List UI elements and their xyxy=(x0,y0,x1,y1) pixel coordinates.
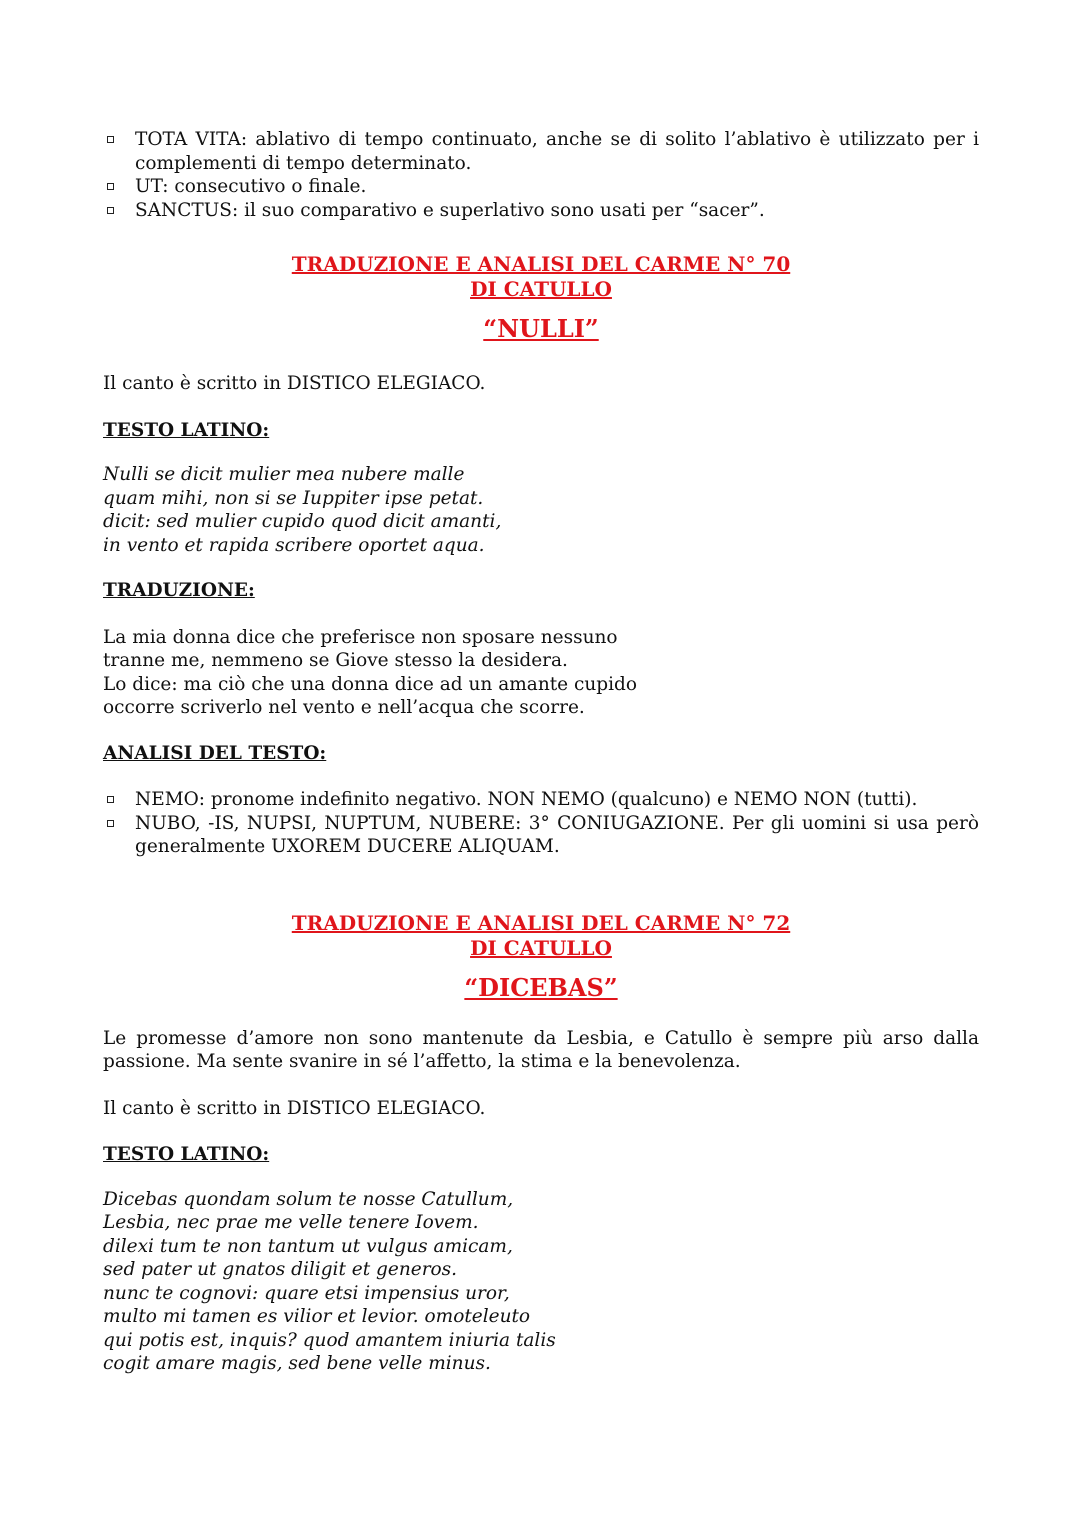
verse-line: in vento et rapida scribere oportet aqua. xyxy=(103,534,485,556)
carme72-subtitle: “DICEBAS” xyxy=(464,972,618,1002)
carme72-title xyxy=(103,911,979,961)
carme72-latin-heading: TESTO LATINO: xyxy=(103,1144,270,1165)
checkbox-bullet-icon xyxy=(107,207,114,214)
carme70-title-line2: DI CATULLO xyxy=(470,277,612,301)
verse-line: qui potis est, inquis? quod amantem iniuria talis xyxy=(103,1329,556,1351)
carme70-analysis-list xyxy=(103,788,979,859)
carme70-subtitle: “NULLI” xyxy=(483,314,599,343)
verse-line: dicit: sed mulier cupido quod dicit amanti, xyxy=(103,511,502,532)
carme72-meter: Il canto è scritto in DISTICO ELEGIACO. xyxy=(103,1097,486,1119)
list-item: UT: consecutivo o finale. xyxy=(103,175,979,199)
list-item: TOTA VITA: ablativo di tempo continuato, anche se di solito l’ablativo è utilizzato per i complementi di tempo determinato. xyxy=(103,128,979,175)
carme70-translation-text xyxy=(103,626,979,720)
carme70-translation-heading: TRADUZIONE: xyxy=(103,580,255,601)
verse-line: nunc te cognovi: quare etsi impensius uror, xyxy=(103,1282,510,1304)
checkbox-bullet-icon xyxy=(107,183,114,190)
carme72-latin-text xyxy=(103,1188,979,1376)
verse-line: dilexi tum te non tantum ut vulgus amicam, xyxy=(103,1235,513,1257)
translation-line: tranne me, nemmeno se Giove stesso la desidera. xyxy=(103,650,568,671)
verse-line: multo mi tamen es vilior et levior. omoteleuto xyxy=(103,1306,531,1327)
translation-line: occorre scriverlo nel vento e nell’acqua che scorre. xyxy=(103,697,585,718)
carme70-meter: Il canto è scritto in DISTICO ELEGIACO. xyxy=(103,373,486,394)
carme72-title-line2: DI CATULLO xyxy=(470,935,612,960)
checkbox-bullet-icon xyxy=(107,796,114,803)
list-item: NEMO: pronome indefinito negativo. NON NEMO (qualcuno) e NEMO NON (tutti). xyxy=(103,788,979,812)
verse-line: Lesbia, nec prae me velle tenere Iovem. xyxy=(103,1212,479,1233)
carme70-analysis-heading: ANALISI DEL TESTO: xyxy=(103,742,327,764)
verse-line: sed pater ut gnatos diligit et generos. xyxy=(103,1259,458,1280)
translation-line: La mia donna dice che preferisce non sposare nessuno xyxy=(103,626,618,648)
verse-line: Nulli se dicit mulier mea nubere malle xyxy=(103,464,465,485)
carme70-latin-text xyxy=(103,463,979,557)
intro-bullet-list xyxy=(103,128,979,222)
carme70-latin-heading: TESTO LATINO: xyxy=(103,419,270,441)
carme70-title xyxy=(103,252,979,302)
verse-line: quam mihi, non si se Iuppiter ipse petat. xyxy=(103,487,484,509)
document-content xyxy=(103,128,979,1376)
verse-line: cogit amare magis, sed bene velle minus. xyxy=(103,1353,491,1374)
list-item: SANCTUS: il suo comparativo e superlativo sono usati per “sacer”. xyxy=(103,199,979,223)
carme70-title-line1: TRADUZIONE E ANALISI DEL CARME N° 70 xyxy=(291,252,791,276)
carme72-intro: Le promesse d’amore non sono mantenute da Lesbia, e Catullo è sempre più arso dalla passione. Ma sente svanire in sé l’affetto, la stima e la benevolenza. xyxy=(103,1027,979,1072)
carme72-title-line1: TRADUZIONE E ANALISI DEL CARME N° 72 xyxy=(291,910,791,935)
verse-line: Dicebas quondam solum te nosse Catullum, xyxy=(103,1188,514,1210)
list-item: NUBO, -IS, NUPSI, NUPTUM, NUBERE: 3° CONIUGAZIONE. Per gli uomini si usa però generalmente UXOREM DUCERE ALIQUAM. xyxy=(103,812,979,859)
translation-line: Lo dice: ma ciò che una donna dice ad un amante cupido xyxy=(103,673,638,695)
checkbox-bullet-icon xyxy=(107,136,114,143)
checkbox-bullet-icon xyxy=(107,820,114,827)
